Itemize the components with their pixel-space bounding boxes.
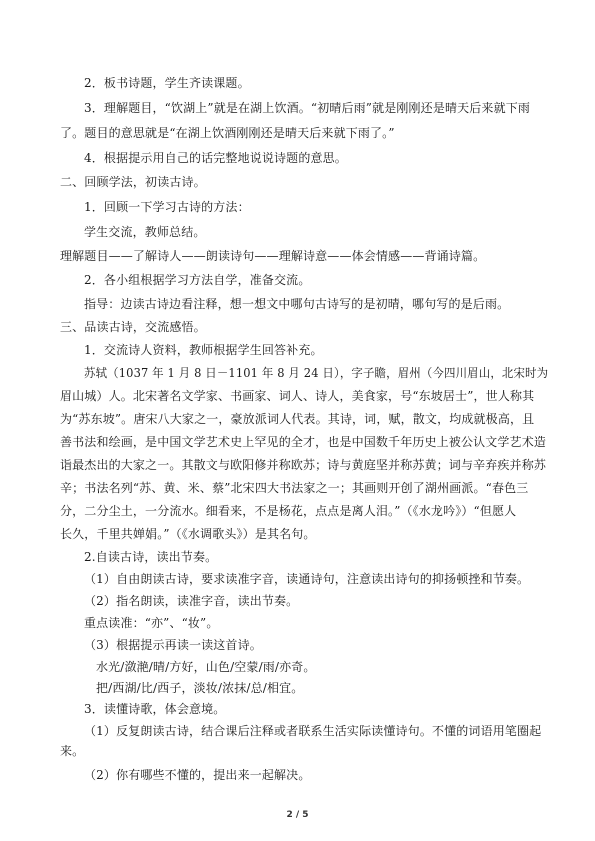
text-line: 重点读准：“亦”、“妆”。 [84,616,219,630]
text-line: 善书法和绘画，是中国文学艺术史上罕见的全才，也是中国数千年历史上被公认文学艺术造 [60,435,547,449]
text-line: 1．回顾一下学习古诗的方法： [84,200,250,214]
text-line: 指导：边读古诗边看注释，想一想文中哪句古诗写的是初晴，哪句写的是后雨。 [84,297,510,311]
section-heading: 二、回顾学法，初读古诗。 [60,175,206,189]
text-line: 苏轼（1037 年 1 月 8 日－1101 年 8 月 24 日），字子瞻，眉州（今四川眉山，北宋时为 [84,366,549,380]
text-line: 3．理解题目，“饮湖上”就是在湖上饮酒。“初晴后雨”就是刚刚还是晴天后来就下雨 [84,101,531,115]
text-line: 2．各小组根据学习方法自学，准备交流。 [84,273,311,287]
text-line: 诣最杰出的大家之一。其散文与欧阳修并称欧苏；诗与黄庭坚并称苏黄；词与辛弃疾并称苏 [60,458,547,472]
poem-line: 水光/潋滟/晴/方好，山色/空蒙/雨/亦奇。 [96,660,316,674]
text-line: （1）反复朗读古诗，结合课后注释或者联系生活实际读懂诗句。不懂的词语用笔圈起 [84,724,542,738]
text-line: （3）根据提示再读一读这首诗。 [84,638,262,652]
page-number: 2 / 5 [286,810,309,820]
text-line: （2）指名朗读，读准字音，读出节奏。 [84,594,299,608]
text-line: 2.自读古诗，读出节奏。 [84,550,218,564]
text-line: 分，二分尘土，一分流水。细看来，不是杨花，点点是离人泪。”（《水龙吟》）“但愿人 [60,504,517,518]
text-line: 2．板书诗题，学生齐读课题。 [84,76,250,90]
text-line: 来。 [60,744,85,758]
text-line: 3．读懂诗歌，体会意境。 [84,702,226,716]
text-line: 4．根据提示用自己的话完整地说说诗题的意思。 [84,151,347,165]
text-line: 理解题目——了解诗人——朗读诗句——理解诗意——体会情感——背诵诗篇。 [60,249,486,263]
text-line: 长久，千里共婵娟。”（《水调歌头》）是其名句。 [60,527,316,541]
text-line: 学生交流，教师总结。 [84,225,206,239]
text-line: 为“苏东坡”。唐宋八大家之一，豪放派词人代表。其诗，词，赋，散文，均成就极高，且 [60,412,535,426]
text-line: （2）你有哪些不懂的，提出来一起解决。 [84,768,311,782]
text-line: 眉山城）人。北宋著名文学家、书画家、词人、诗人，美食家，号“东坡居士”，世人称其 [60,389,535,403]
poem-line: 把/西湖/比/西子，淡妆/浓抹/总/相宜。 [96,681,304,695]
text-line: （1）自由朗读古诗，要求读准字音，读通诗句，注意读出诗句的抑扬顿挫和节奏。 [84,572,530,586]
text-line: 辛；书法名列“苏、黄、米、蔡”北宋四大书法家之一；其画则开创了湖州画派。“春色三 [60,481,529,495]
text-line: 了。题目的意思就是“在湖上饮酒刚刚还是晴天后来就下雨了。” [60,126,395,140]
text-line: 1．交流诗人资料，教师根据学生回答补充。 [84,343,323,357]
section-heading: 三、品读古诗，交流感悟。 [60,320,206,334]
